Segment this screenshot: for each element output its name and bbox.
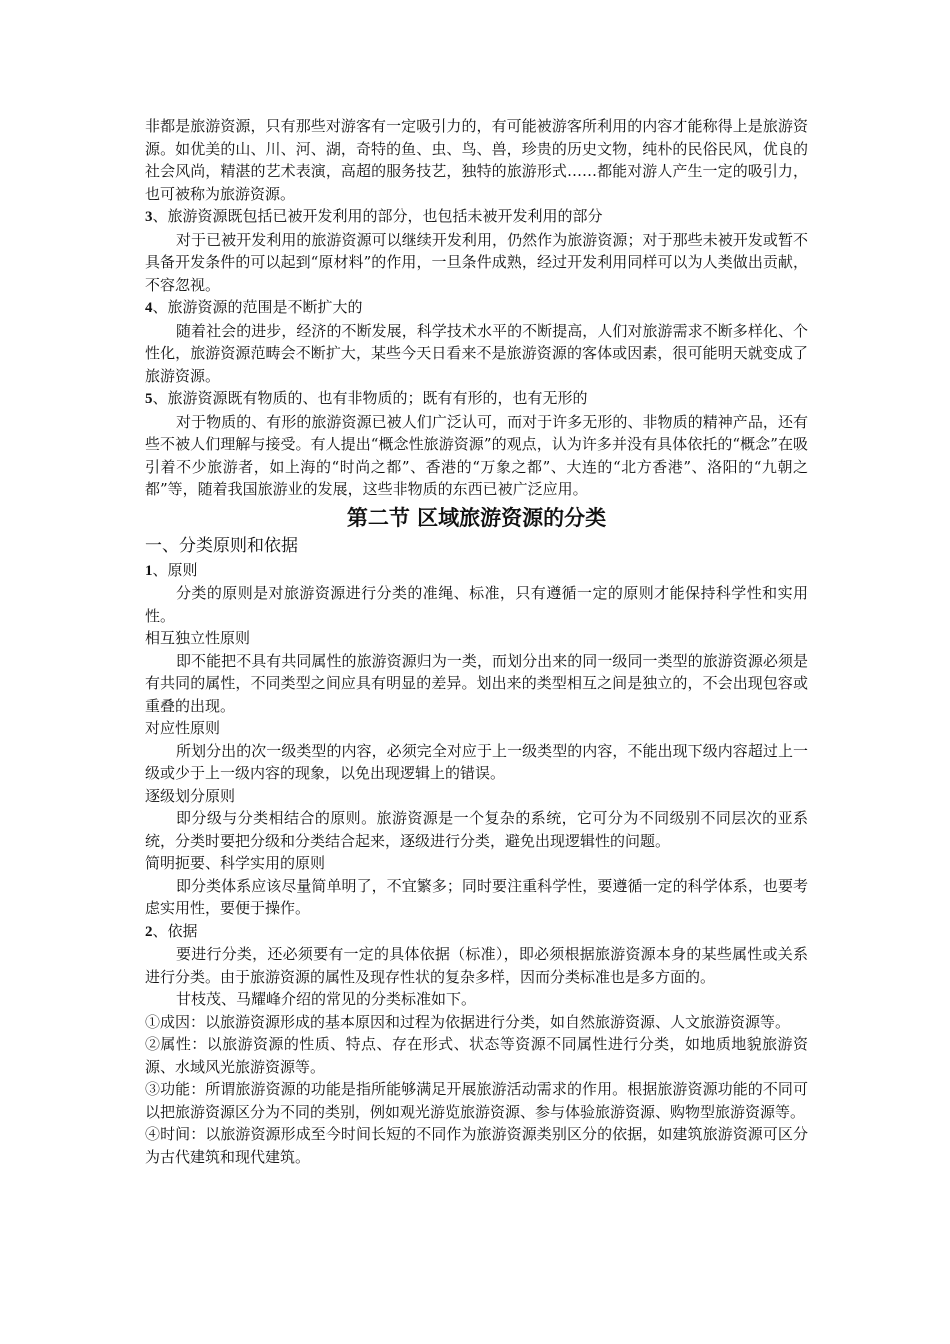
document-body bbox=[145, 115, 808, 1168]
paragraph: ④时间：以旅游资源形成至今时间长短的不同作为旅游资源类别区分的依据，如建筑旅游资源可区分为古代建筑和现代建筑。 bbox=[145, 1125, 808, 1166]
paragraph: 相互独立性原则 bbox=[145, 629, 251, 647]
paragraph: 对于物质的、有形的旅游资源已被人们广泛认可，而对于许多无形的、非物质的精神产品，还有些不被人们理解与接受。有人提出“概念性旅游资源”的观点，认为许多并没有具体依托的“概念”在吸引着不少旅游者，如上海的“时尚之都”、香港的“万象之都”、大连的“北方香港”、洛阳的“九朝之都”等，随着我国旅游业的发展，这些非物质的东西已被广泛应用。 bbox=[145, 412, 808, 498]
heading-number: 3 bbox=[145, 209, 153, 225]
numbered-heading bbox=[145, 205, 808, 229]
heading-text: 、旅游资源既包括已被开发利用的部分，也包括未被开发利用的部分 bbox=[152, 207, 603, 225]
paragraph: ②属性：以旅游资源的性质、特点、存在形式、状态等资源不同属性进行分类，如地质地貌旅游资源、水域风光旅游资源等。 bbox=[145, 1035, 808, 1076]
paragraph: ③功能：所谓旅游资源的功能是指所能够满足开展旅游活动需求的作用。根据旅游资源功能的不同可以把旅游资源区分为不同的类别，例如观光游览旅游资源、参与体验旅游资源、购物型旅游资源等。 bbox=[145, 1080, 808, 1121]
heading-text: 、旅游资源既有物质的、也有非物质的；既有有形的，也有无形的 bbox=[152, 389, 588, 407]
paragraph: 所划分出的次一级类型的内容，必须完全对应于上一级类型的内容，不能出现下级内容超过上一级或少于上一级内容的现象，以免出现逻辑上的错误。 bbox=[145, 741, 808, 782]
paragraph: 简明扼要、科学实用的原则 bbox=[145, 854, 326, 872]
paragraph: 即分级与分类相结合的原则。旅游资源是一个复杂的系统，它可分为不同级别不同层次的亚系统，分类时要把分级和分类结合起来，逐级进行分类，避免出现逻辑性的问题。 bbox=[145, 809, 808, 850]
heading-number: 4 bbox=[145, 300, 153, 316]
paragraph: 逐级划分原则 bbox=[145, 786, 236, 805]
paragraph: 即不能把不具有共同属性的旅游资源归为一类，而划分出来的同一级同一类型的旅游资源必须是有共同的属性，不同类型之间应具有明显的差异。划出来的类型相互之间是独立的，不会出现包容或重叠的出现。 bbox=[145, 651, 808, 715]
numbered-heading bbox=[145, 387, 808, 411]
subsection-heading: 一、分类原则和依据 bbox=[145, 535, 298, 556]
numbered-heading bbox=[145, 296, 808, 320]
paragraph: 随着社会的进步，经济的不断发展，科学技术水平的不断提高，人们对旅游需求不断多样化、个性化，旅游资源范畴会不断扩大，某些今天日看来不是旅游资源的客体或因素，很可能明天就变成了旅游资源。 bbox=[145, 321, 808, 385]
heading-number: 1 bbox=[145, 562, 153, 579]
paragraph: 非都是旅游资源，只有那些对游客有一定吸引力的，有可能被游客所利用的内容才能称得上是旅游资源。如优美的山、川、河、湖，奇特的鱼、虫、鸟、兽，珍贵的历史文物，纯朴的民俗民风，优良的社会风尚，精湛的艺术表演，高超的服务技艺，独特的旅游形式……都能对游人产生一定的吸引力，也可被称为旅游资源。 bbox=[145, 117, 808, 203]
numbered-heading bbox=[145, 559, 808, 583]
paragraph: 要进行分类，还必须要有一定的具体依据（标准），即必须根据旅游资源本身的某些属性或关系进行分类。由于旅游资源的属性及现存性状的复杂多样，因而分类标准也是多方面的。 bbox=[145, 945, 808, 986]
paragraph: 甘枝茂、马耀峰介绍的常见的分类标准如下。 bbox=[176, 990, 477, 1008]
heading-text: 、旅游资源的范围是不断扩大的 bbox=[152, 298, 363, 316]
heading-number: 2 bbox=[145, 923, 153, 940]
heading-number: 5 bbox=[145, 391, 153, 407]
paragraph: ①成因：以旅游资源形成的基本原因和过程为依据进行分类，如自然旅游资源、人文旅游资源等。 bbox=[145, 1012, 791, 1031]
numbered-heading bbox=[145, 920, 808, 944]
section-title: 第二节 区域旅游资源的分类 bbox=[346, 504, 607, 530]
heading-text: 、原则 bbox=[152, 560, 198, 579]
paragraph: 对应性原则 bbox=[145, 719, 221, 737]
heading-text: 、依据 bbox=[152, 921, 198, 940]
paragraph: 即分类体系应该尽量简单明了，不宜繁多；同时要注重科学性，要遵循一定的科学体系，也要考虑实用性，要便于操作。 bbox=[145, 876, 808, 917]
paragraph: 对于已被开发利用的旅游资源可以继续开发利用，仍然作为旅游资源；对于那些未被开发或暂不具备开发条件的可以起到“原材料”的作用，一旦条件成熟，经过开发利用同样可以为人类做出贡献，不容忽视。 bbox=[145, 230, 808, 294]
paragraph: 分类的原则是对旅游资源进行分类的准绳、标准，只有遵循一定的原则才能保持科学性和实用性。 bbox=[145, 584, 808, 625]
